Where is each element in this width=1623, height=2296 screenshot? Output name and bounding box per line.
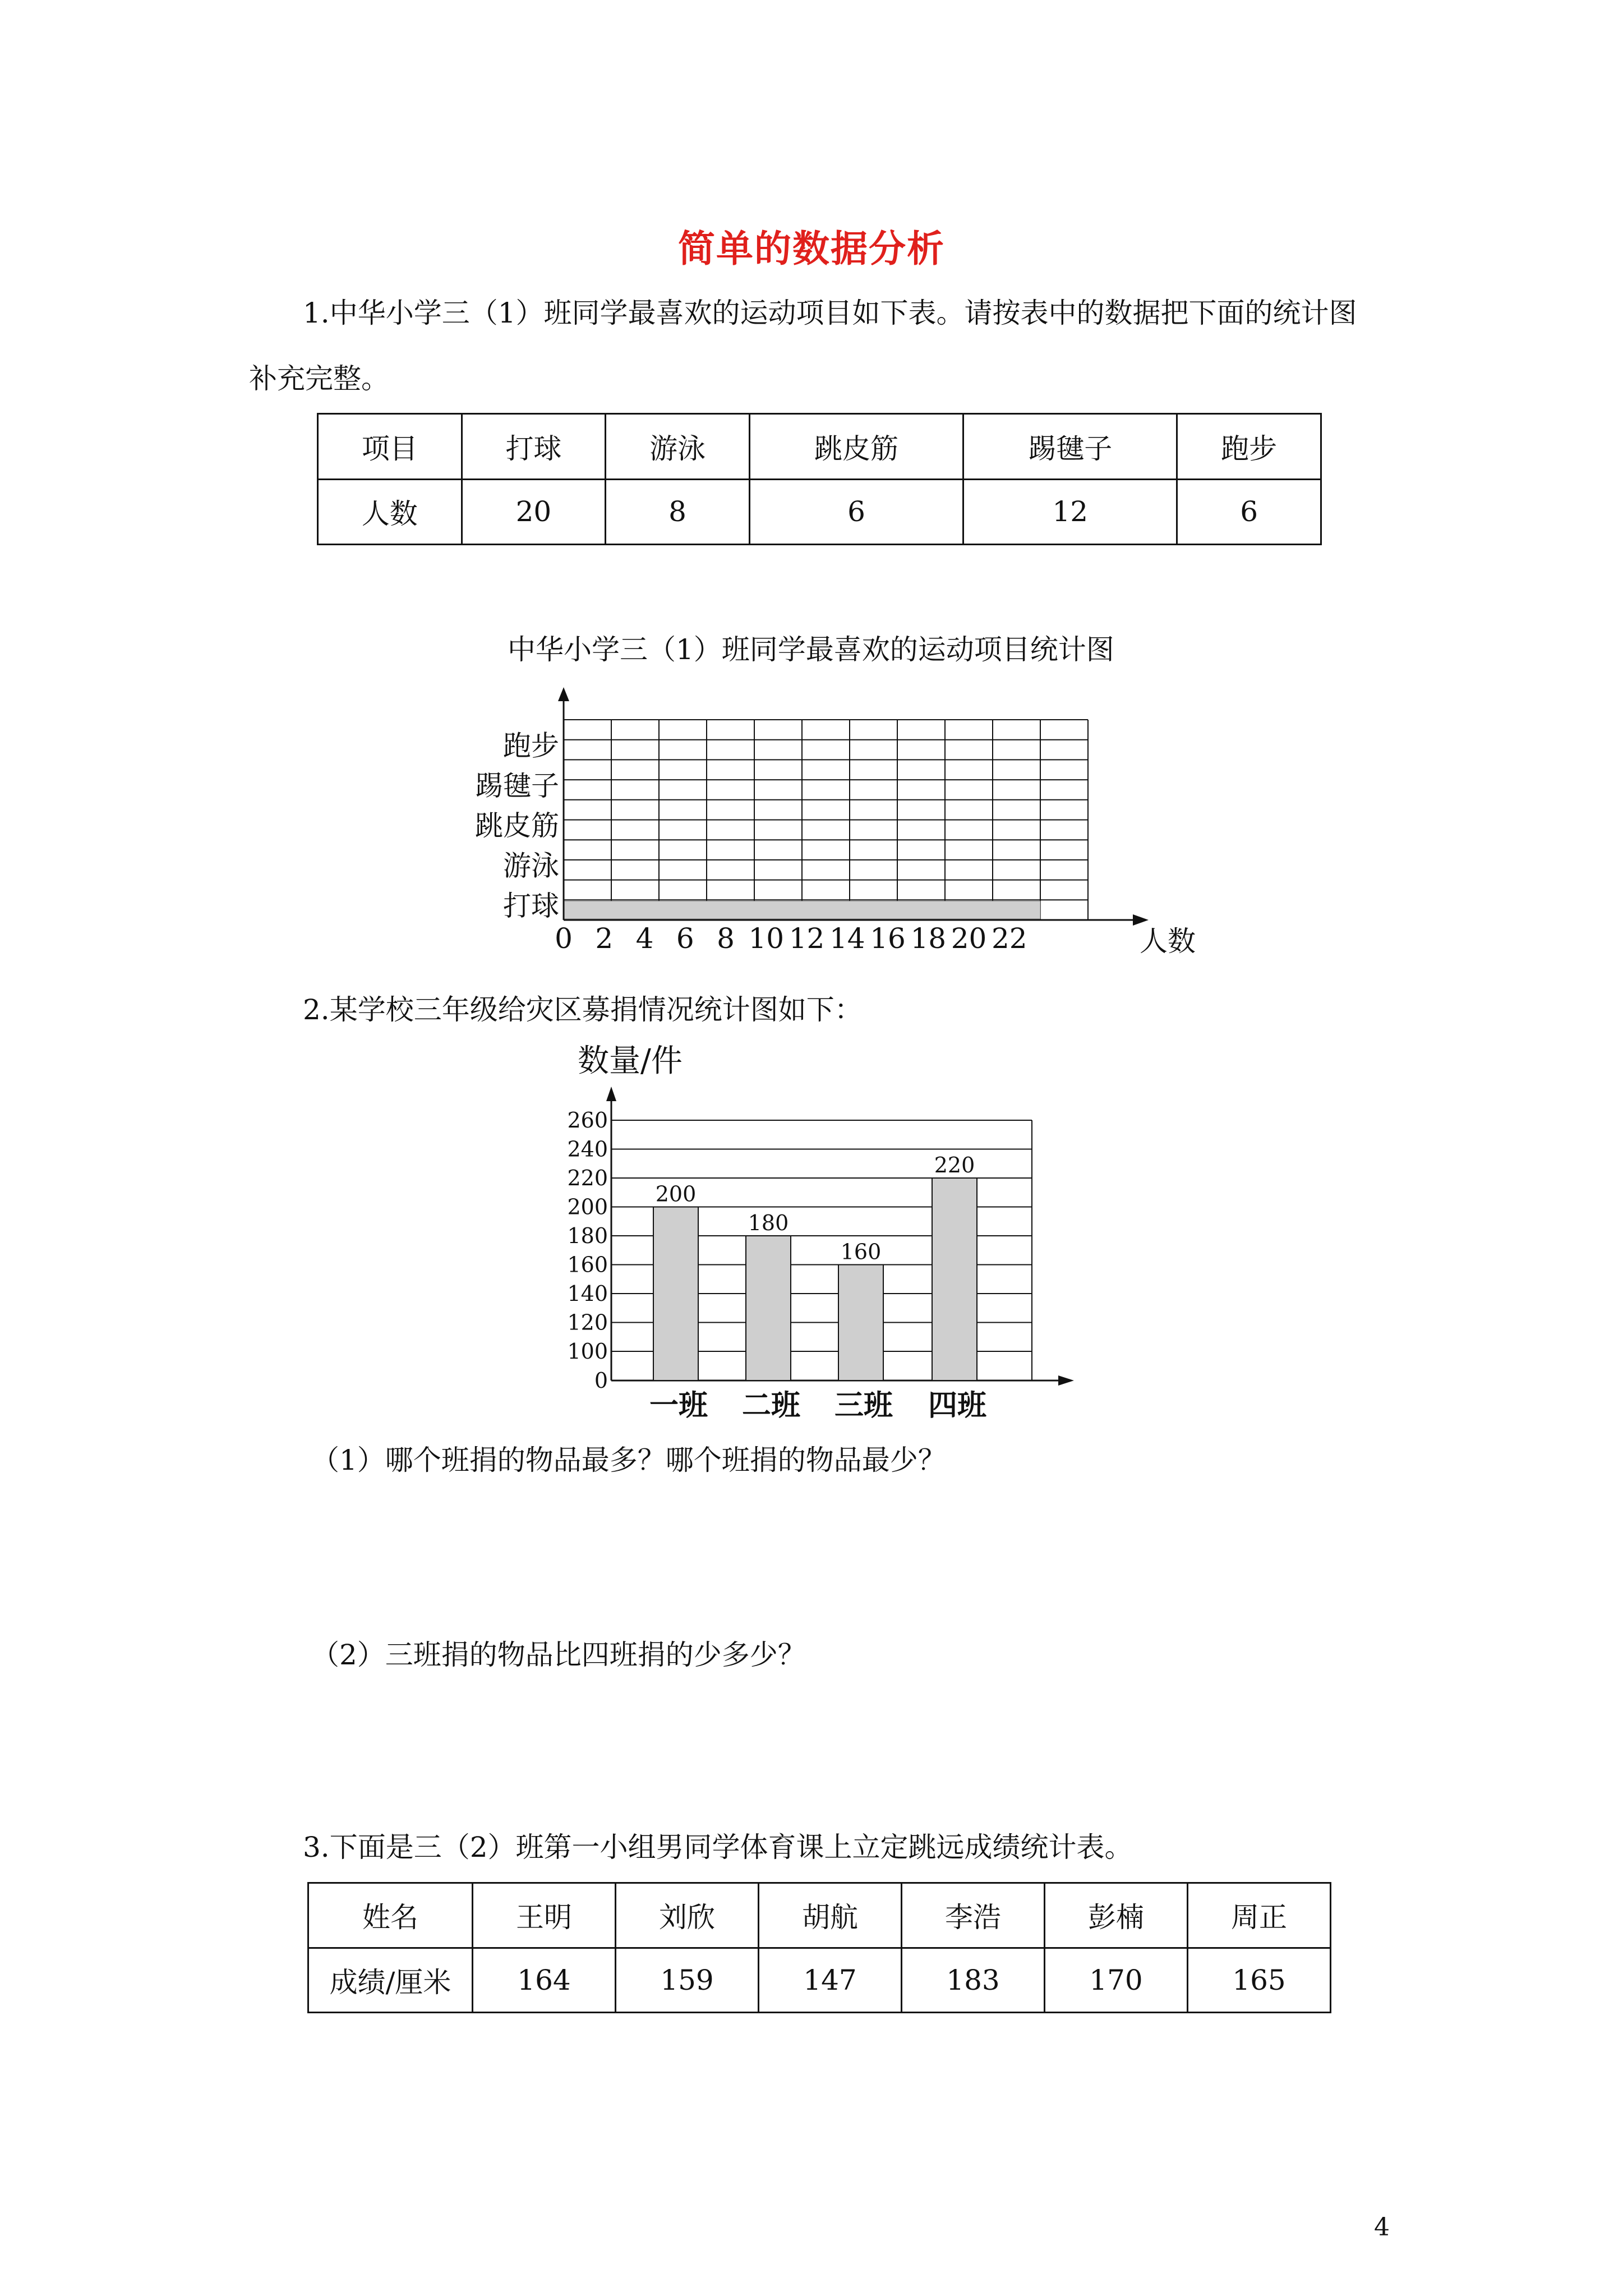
table-cell: 游泳 — [606, 414, 750, 480]
tick-label: 18 — [910, 922, 947, 955]
table-row — [308, 1948, 1331, 2013]
table-cell: 159 — [616, 1948, 759, 2013]
table-cell: 彭楠 — [1045, 1883, 1188, 1948]
y-axis-label: 数量/件 — [578, 1043, 683, 1079]
table-cell: 6 — [1177, 479, 1321, 545]
q1-line2: 补充完整。 — [249, 362, 389, 395]
data-label: 160 — [840, 1239, 882, 1264]
category-label: 一班 — [649, 1388, 708, 1422]
table-cell: 165 — [1188, 1948, 1331, 2013]
tick-label: 0 — [594, 1368, 608, 1393]
bar — [746, 1236, 791, 1381]
bar — [932, 1178, 977, 1381]
tick-label: 16 — [870, 922, 906, 955]
table-cell: 周正 — [1188, 1883, 1331, 1948]
axis-arrow-icon — [558, 687, 569, 701]
table-cell: 胡航 — [759, 1883, 902, 1948]
category-label: 踢毽子 — [475, 769, 559, 802]
long-jump-table — [307, 1882, 1331, 2013]
table-cell: 147 — [759, 1948, 902, 2013]
tick-label: 220 — [567, 1166, 608, 1190]
axis-arrow-icon — [606, 1087, 616, 1101]
table-cell: 183 — [902, 1948, 1045, 2013]
table-cell: 项目 — [318, 414, 462, 480]
tick-label: 180 — [567, 1223, 608, 1248]
tick-label: 140 — [567, 1281, 608, 1306]
table-cell: 王明 — [473, 1883, 616, 1948]
table-row — [308, 1883, 1331, 1948]
q2-intro: 2.某学校三年级给灾区募捐情况统计图如下： — [303, 993, 863, 1026]
table-cell: 164 — [473, 1948, 616, 2013]
data-label: 200 — [655, 1181, 697, 1207]
category-label: 打球 — [503, 890, 559, 922]
tick-label: 120 — [567, 1310, 608, 1335]
tick-label: 100 — [567, 1339, 608, 1364]
table-cell: 跑步 — [1177, 414, 1321, 480]
axis-arrow-icon — [1058, 1375, 1074, 1386]
tick-label: 4 — [635, 922, 654, 955]
table-cell: 跳皮筋 — [749, 414, 963, 480]
tick-label: 6 — [676, 922, 694, 955]
table-row — [318, 479, 1321, 545]
chart1-title: 中华小学三（1）班同学最喜欢的运动项目统计图 — [508, 633, 1114, 666]
q3-intro: 3.下面是三（2）班第一小组男同学体育课上立定跳远成绩统计表。 — [303, 1831, 1133, 1864]
x-axis-label: 人数 — [1140, 925, 1196, 958]
tick-label: 20 — [951, 922, 987, 955]
data-label: 180 — [748, 1211, 789, 1235]
tick-label: 22 — [991, 922, 1027, 955]
tick-label: 10 — [748, 922, 785, 955]
sports-table — [317, 413, 1322, 545]
tick-label: 14 — [829, 922, 865, 955]
table-cell: 打球 — [462, 414, 606, 480]
category-label: 游泳 — [503, 849, 559, 882]
table-cell: 12 — [963, 479, 1177, 545]
table-cell: 170 — [1045, 1948, 1188, 2013]
tick-label: 200 — [567, 1194, 608, 1220]
category-label: 二班 — [741, 1388, 801, 1422]
tick-label: 160 — [567, 1252, 608, 1277]
tick-label: 240 — [567, 1137, 608, 1162]
q2-sub1: （1）哪个班捐的物品最多？哪个班捐的物品最少？ — [311, 1444, 946, 1476]
category-label: 四班 — [928, 1388, 987, 1422]
table-row — [318, 414, 1321, 480]
table-cell: 刘欣 — [616, 1883, 759, 1948]
bar — [564, 901, 1040, 919]
category-label: 跑步 — [503, 729, 559, 762]
table-cell: 李浩 — [902, 1883, 1045, 1948]
sports-bar-chart — [437, 684, 1200, 976]
q2-sub2: （2）三班捐的物品比四班捐的少多少？ — [311, 1639, 806, 1671]
table-cell: 姓名 — [308, 1883, 473, 1948]
tick-label: 12 — [789, 922, 825, 955]
page-number: 4 — [1374, 2213, 1390, 2242]
category-label: 三班 — [834, 1388, 893, 1422]
page-title: 简单的数据分析 — [678, 227, 945, 270]
table-cell: 8 — [606, 479, 750, 545]
table-cell: 人数 — [318, 479, 462, 545]
bar — [653, 1207, 698, 1381]
tick-label: 8 — [717, 922, 735, 955]
table-cell: 踢毽子 — [963, 414, 1177, 480]
table-cell: 6 — [749, 479, 963, 545]
table-cell: 成绩/厘米 — [308, 1948, 473, 2013]
tick-label: 0 — [555, 922, 573, 955]
tick-label: 2 — [595, 922, 614, 955]
bar — [838, 1265, 883, 1381]
q1-line1: 1.中华小学三（1）班同学最喜欢的运动项目如下表。请按表中的数据把下面的统计图 — [303, 297, 1357, 329]
table-cell: 20 — [462, 479, 606, 545]
category-label: 跳皮筋 — [475, 809, 559, 843]
donation-bar-chart — [555, 1041, 1088, 1422]
tick-label: 260 — [567, 1108, 608, 1133]
data-label: 220 — [934, 1153, 975, 1177]
axis-arrow-icon — [1133, 914, 1149, 926]
